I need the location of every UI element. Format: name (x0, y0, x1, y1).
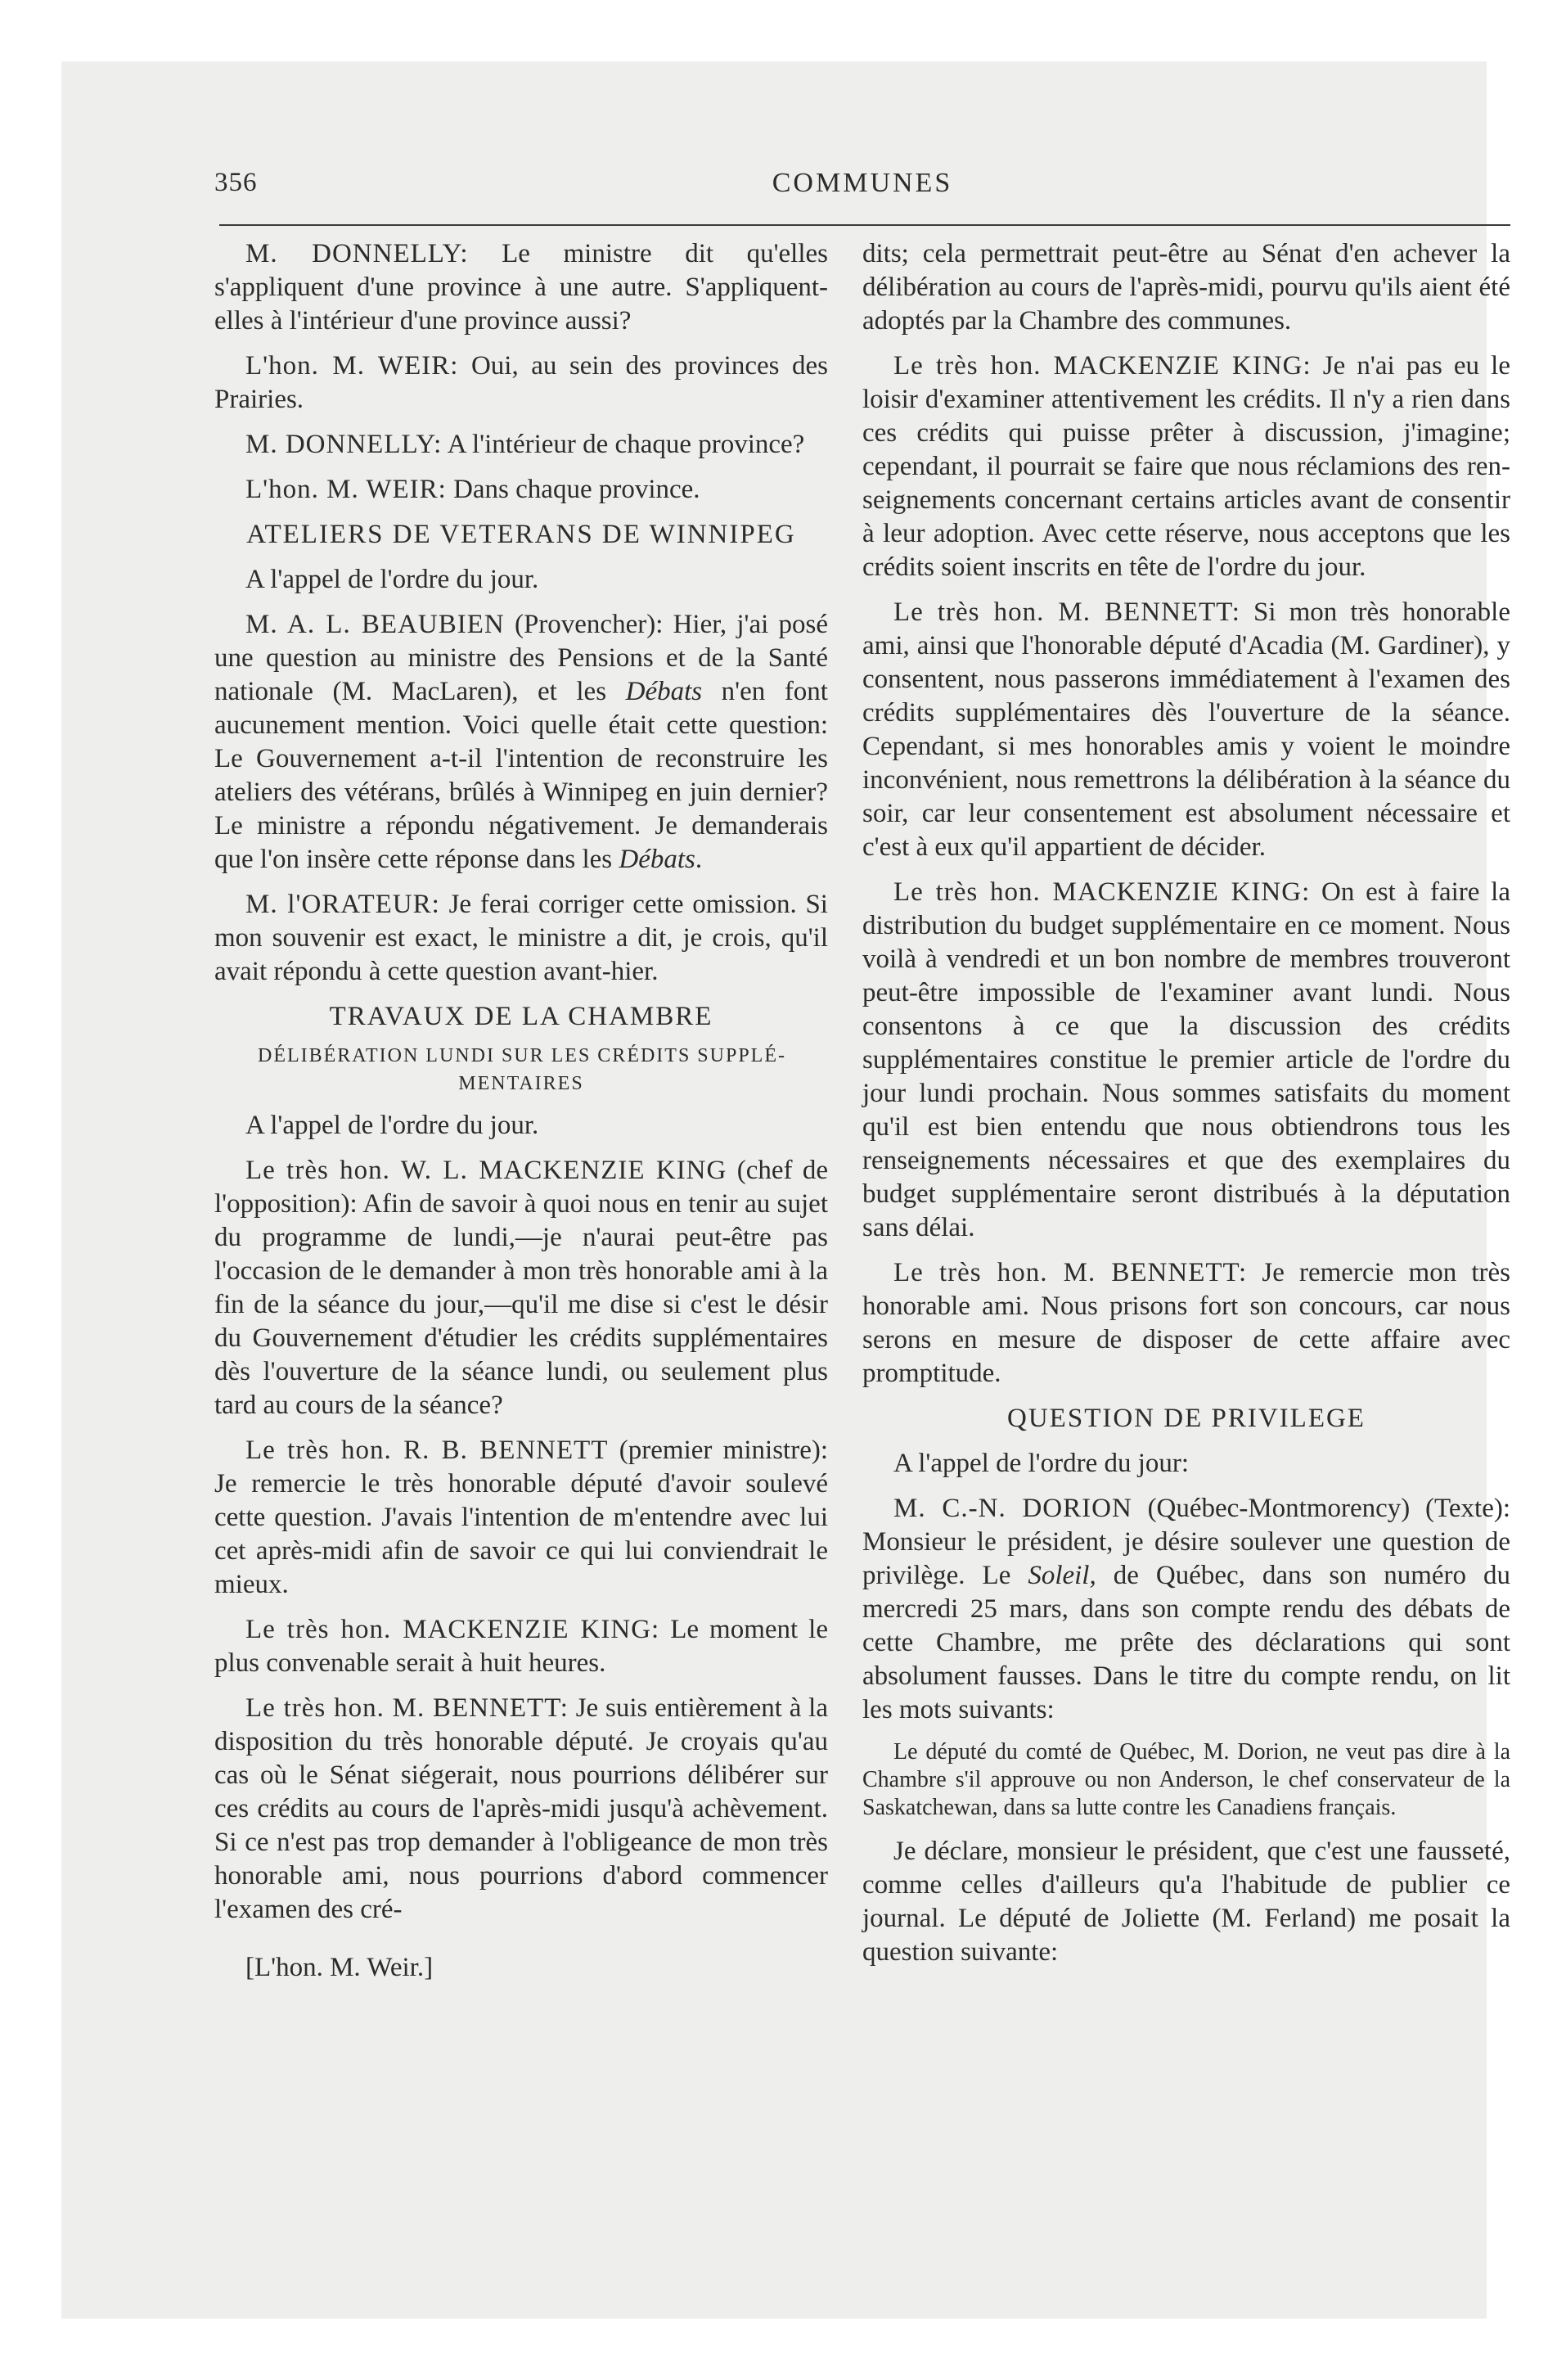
italic-title: Débats (619, 845, 695, 874)
left-column (214, 237, 828, 1996)
paragraph (214, 608, 828, 877)
speaker-name: M. C.-N. DORION (893, 1494, 1132, 1523)
speaker-name: M. DONNELLY: (245, 239, 469, 268)
paragraph: A l'appel de l'ordre du jour: (893, 1449, 1190, 1478)
speaker-footnote: [L'hon. M. Weir.] (245, 1953, 434, 1982)
paragraph-text: Je ferai corriger cette omission. Si mon souvenir est exact, le ministre a dit, je crois, qu'il avait répondu à cette question avant-hier. (214, 890, 828, 986)
section-heading: ATELIERS DE VETERANS DE WINNIPEG (246, 520, 796, 549)
paragraph: dits; cela permettrait peut-être au Sénat d'en achever la délibération au cours de l'après-midi, pourvu qu'ils aient été adoptés par la Chambre des communes. (862, 239, 1510, 336)
speaker-name: Le très hon. MACKENZIE KING: (893, 877, 1311, 907)
speaker-name: Le très hon. R. B. BENNETT (245, 1436, 609, 1465)
paragraph-text: (Québec-Montmorency) (Texte): Monsieur le président, je désire soulever une question de privilège. Le (862, 1494, 1511, 1590)
paragraph-text: A l'intérieur de chaque province? (442, 430, 805, 459)
section-heading: QUESTION DE PRIVILEGE (1007, 1404, 1366, 1433)
speaker-name: Le très hon. M. BENNETT: (893, 597, 1240, 627)
paragraph-text: (Provencher): Hier, j'ai posé une question au ministre des Pensions et de la Santé nationale (M. MacLaren), et les (214, 610, 828, 706)
paragraph-text: Le moment le plus convenable serait à huit heures. (214, 1615, 828, 1678)
section-subheading: DÉLIBÉRATION LUNDI SUR LES CRÉDITS SUPPLÉMENTAIRES (257, 1045, 785, 1094)
paragraph-text: n'en font aucunement mention. Voici quelle était cette question: Le Gouvernement a-t-il l'intention de reconstruire les ateliers des vétérans, brûlés à Winnipeg en juin dernier? Le ministre a répondu négativement. Je demanderais que l'on insère cette réponse dans les (214, 677, 828, 874)
quoted-excerpt: Le député du comté de Québec, M. Dorion, ne veut pas dire à la Chambre s'il approuve ou non Anderson, le chef conservateur de la Saskatchewan, dans sa lutte contre les Canadiens français. (862, 1739, 1510, 1820)
paragraph-text: Oui, au sein des provinces des Prairies. (214, 351, 829, 414)
paragraph: A l'appel de l'ordre du jour. (245, 565, 539, 594)
paragraph (214, 1434, 828, 1602)
running-head: COMMUNES (772, 168, 953, 198)
speaker-name: Le très hon. MACKENZIE KING: (893, 351, 1312, 381)
italic-title: Soleil, (1028, 1561, 1096, 1590)
speaker-name: L'hon. M. WEIR: (245, 351, 459, 381)
paragraph (214, 888, 828, 989)
paragraph (214, 1154, 828, 1422)
paragraph (214, 1613, 828, 1680)
paragraph (214, 349, 828, 417)
paragraph-text: . (695, 845, 703, 874)
paragraph (862, 876, 1510, 1245)
paragraph-text: Dans chaque province. (446, 475, 700, 504)
paragraph: Je déclare, monsieur le président, que c'est une fausseté, comme celles d'ailleurs qu'a l'habitude de publier ce journal. Le député de Joliette (M. Ferland) me posait la question suivante: (862, 1837, 1510, 1967)
paragraph-text: Je suis entièrement à la disposition du très honorable député. Je croyais qu'au cas où le Sénat siégerait, nous pourrions délibérer sur ces crédits au cours de l'après-midi jusqu'à achèvement. Si ce n'est pas trop demander à l'obligeance de mon très honorable ami, nous pourrions d'abord commencer l'examen des cré- (214, 1693, 828, 1924)
speaker-name: Le très hon. W. L. MACKENZIE KING (245, 1156, 727, 1185)
speaker-name: M. l'ORATEUR: (245, 890, 440, 919)
speaker-name: M. DONNELLY: (245, 430, 443, 459)
paragraph (862, 349, 1510, 584)
paragraph (214, 473, 828, 507)
paragraph (214, 237, 828, 338)
speaker-name: M. A. L. BEAUBIEN (245, 610, 505, 639)
section-heading: TRAVAUX DE LA CHAMBRE (329, 1002, 713, 1031)
paragraph (862, 1492, 1510, 1727)
page-number: 356 (214, 168, 258, 197)
paragraph-text: Je n'ai pas eu le loisir d'examiner attentivement les crédits. Il n'y a rien dans ces crédits qui puisse prêter à discussion, j'imagine; cependant, il pourrait se faire que nous réclamions des renseignements concernant certains articles avant de consentir à leur adoption. Avec cette réserve, nous acceptons que les crédits soient inscrits en tête de l'ordre du jour. (862, 351, 1510, 582)
paragraph-text: Si mon très honorable ami, ainsi que l'honorable député d'Acadia (M. Gardiner), y consentent, nous passerons immédiatement à l'examen des crédits supplémentaires dès l'ouverture de la séance. Cependant, si mes honorables amis y voient le moindre inconvénient, nous remettrons la délibération à la séance du soir, car leur consentement est absolument nécessaire et c'est à eux qu'il appartient de décider. (862, 597, 1510, 862)
header-rule (219, 224, 1510, 226)
speaker-name: Le très hon. MACKENZIE KING: (245, 1615, 660, 1644)
paragraph (862, 596, 1510, 864)
paragraph (214, 428, 828, 462)
paragraph (862, 1256, 1510, 1391)
paragraph-text: Le ministre dit qu'elles s'appliquent d'une province à une autre. S'appliquent-elles à l'intérieur d'une province aussi? (214, 239, 828, 336)
right-column (862, 237, 1510, 1981)
paragraph-text: (chef de l'opposition): Afin de savoir à quoi nous en tenir au sujet du programme de lundi,—je n'aurai peut-être pas l'occasion de le demander à mon très honorable ami à la fin de la séance du jour,—qu'il me dise si c'est le désir du Gouvernement d'étudier les crédits supplémentaires dès l'ouverture de la séance lundi, ou seulement plus tard au cours de la séance? (214, 1156, 828, 1420)
paragraph-text: (premier ministre): Je remercie le très honorable député d'avoir soulevé cette question. J'avais l'intention de m'entendre avec lui cet après-midi afin de savoir ce qui lui conviendrait le mieux. (214, 1436, 828, 1599)
speaker-name: Le très hon. M. BENNETT: (893, 1258, 1248, 1287)
paragraph: A l'appel de l'ordre du jour. (245, 1111, 539, 1140)
paragraph-text: On est à faire la distribution du budget supplémentaire en ce moment. Nous voilà à vendredi et un bon nombre de membres trouveront peut-être impossible de l'examiner avant lundi. Nous consentons à ce que la discussion des crédits supplémentaires constitue le premier article de l'ordre du jour lundi prochain. Nous sommes satisfaits du moment qu'il est bien entendu que nous obtiendrons tous les renseignements nécessaires et que des exemplaires du budget supplémentaire seront distribués à la députation sans délai. (862, 877, 1510, 1242)
paragraph-text: de Québec, dans son numéro du mercredi 25 mars, dans son compte rendu des débats de cette Chambre, me prête des déclarations qui sont absolument fausses. Dans le titre du compte rendu, on lit les mots suivants: (862, 1561, 1510, 1724)
italic-title: Débats (625, 677, 703, 706)
speaker-name: Le très hon. M. BENNETT: (245, 1693, 569, 1723)
paragraph-text: Je remercie mon très honorable ami. Nous prisons fort son concours, car nous serons en mesure de disposer de cette affaire avec promptitude. (862, 1258, 1510, 1388)
paragraph (214, 1692, 828, 1927)
page-header (214, 168, 1510, 209)
speaker-name: L'hon. M. WEIR: (245, 475, 447, 504)
